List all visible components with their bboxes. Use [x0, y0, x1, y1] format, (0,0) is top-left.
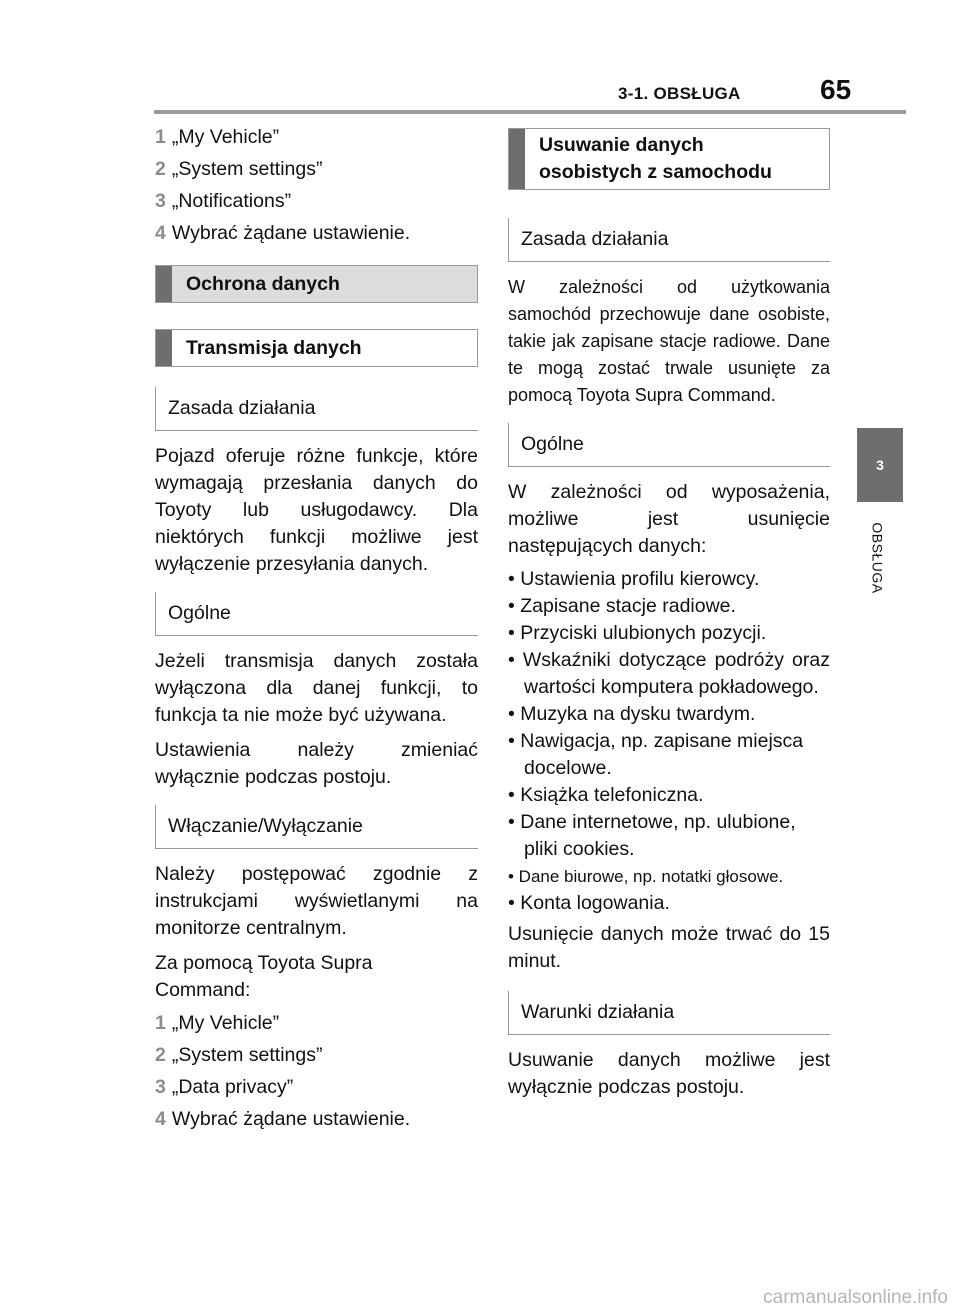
step-item: 3 „Data privacy” [155, 1076, 294, 1098]
paragraph: Pojazd oferuje różne funkcje, które wymagają przesłania danych do Toyoty lub usługodawcy. Dla niektórych funkcji możliwe jest wyłączenie przesyłania danych. [155, 445, 478, 575]
watermark: carmanualsonline.info [763, 1287, 948, 1308]
left-column [155, 124, 478, 1138]
list-item: • Muzyka na dysku twardym. [508, 703, 756, 725]
paragraph: Usuwanie danych możliwe jest wyłącznie podczas postoju. [508, 1049, 830, 1098]
section-heading-box: Ochrona danych [155, 265, 478, 303]
list-item: • Dane internetowe, np. ulubione, pliki cookies. [508, 811, 796, 860]
paragraph: Za pomocą Toyota Supra Command: [155, 952, 373, 1001]
list-item: • Nawigacja, np. zapisane miejsca docelowe. [508, 730, 804, 779]
subheading: Ogólne [155, 592, 478, 636]
paragraph: W zależności od wyposażenia, możliwe jest usunięcie następujących danych: [508, 481, 830, 557]
heading-bar [156, 330, 172, 366]
step-item: 2 „System settings” [155, 158, 323, 180]
chapter-label: OBSŁUGA [870, 522, 887, 594]
page-number: 65 [820, 74, 852, 105]
subheading: Ogólne [508, 423, 830, 467]
list-item: • Dane biurowe, np. notatki głosowe. [508, 867, 784, 886]
paragraph: W zależności od użytkowania samochód przechowuje dane osobiste, takie jak zapisane stacje radiowe. Dane te mogą zostać trwale usunięte za pomocą Toyota Supra Command. [508, 277, 830, 405]
right-column [508, 128, 830, 1101]
paragraph: Ustawienia należy zmieniać wyłącznie podczas postoju. [155, 739, 478, 788]
paragraph: Usunięcie danych może trwać do 15 minut. [508, 923, 830, 972]
heading-bar [156, 266, 172, 302]
list-item: • Zapisane stacje radiowe. [508, 595, 736, 617]
paragraph: Należy postępować zgodnie z instrukcjami wyświetlanymi na monitorze centralnym. [155, 863, 478, 939]
section-heading-box: Usuwanie danych osobistych z samochodu [508, 128, 830, 190]
chapter-tab [857, 428, 903, 502]
step-item: 4 Wybrać żądane ustawienie. [155, 1108, 411, 1130]
step-item: 4 Wybrać żądane ustawienie. [155, 222, 411, 244]
section-title: 3-1. OBSŁUGA [618, 84, 741, 103]
step-item: 3 „Notifications” [155, 190, 292, 212]
list-item: • Wskaźniki dotyczące podróży oraz wartości komputera pokładowego. [508, 649, 830, 698]
subheading: Zasada działania [155, 387, 478, 431]
step-item: 1 „My Vehicle” [155, 126, 280, 148]
subheading: Włączanie/Wyłączanie [155, 805, 478, 849]
heading-bar [509, 129, 525, 189]
header-rule [154, 110, 906, 114]
list-item: • Ustawienia profilu kierowcy. [508, 568, 760, 590]
subsection-heading-box: Transmisja danych [155, 329, 478, 367]
paragraph: Jeżeli transmisja danych została wyłączona dla danej funkcji, to funkcja ta nie może być używana. [155, 650, 478, 726]
subheading: Warunki działania [508, 991, 830, 1035]
subheading: Zasada działania [508, 218, 830, 262]
chapter-number: 3 [876, 457, 884, 473]
list-item: • Konta logowania. [508, 892, 670, 914]
list-item: • Książka telefoniczna. [508, 784, 704, 806]
step-item: 2 „System settings” [155, 1044, 323, 1066]
step-item: 1 „My Vehicle” [155, 1012, 280, 1034]
list-item: • Przyciski ulubionych pozycji. [508, 622, 767, 644]
